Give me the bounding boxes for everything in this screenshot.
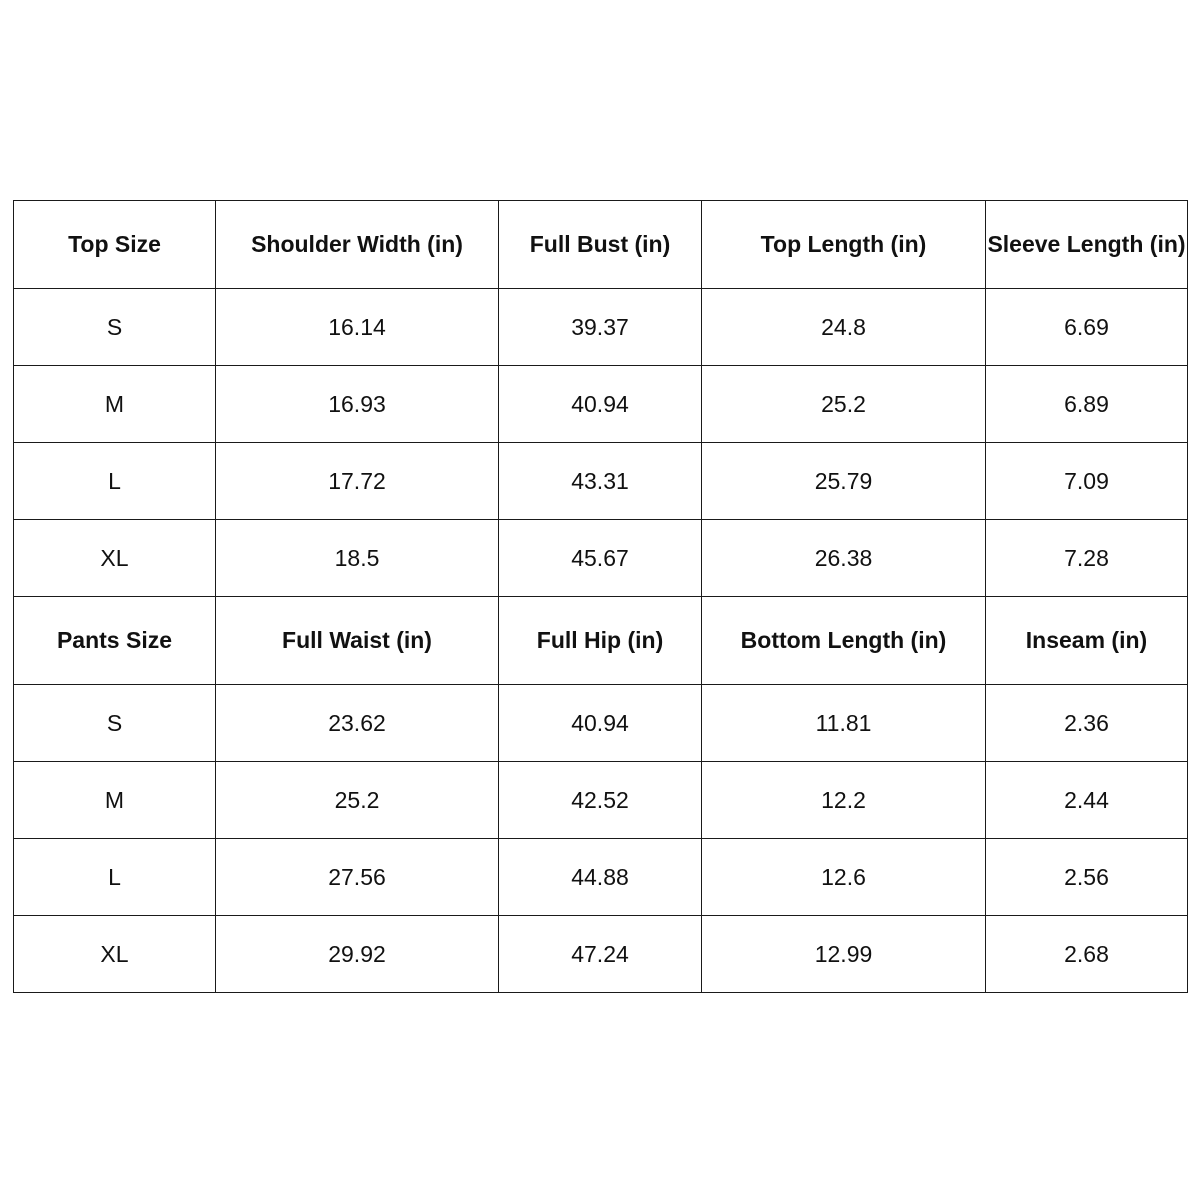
full-hip-cell: 44.88 [499, 839, 702, 916]
pants-size-cell: S [14, 685, 216, 762]
bottom-length-cell: 12.6 [702, 839, 986, 916]
pants-size-cell: XL [14, 916, 216, 993]
shoulder-width-cell: 16.14 [216, 289, 499, 366]
full-bust-header: Full Bust (in) [499, 201, 702, 289]
sleeve-length-cell: 7.09 [986, 443, 1188, 520]
pants-size-cell: L [14, 839, 216, 916]
bottom-length-cell: 12.2 [702, 762, 986, 839]
full-bust-cell: 40.94 [499, 366, 702, 443]
top-length-cell: 24.8 [702, 289, 986, 366]
top-length-cell: 25.79 [702, 443, 986, 520]
top-row-l [14, 443, 1188, 520]
shoulder-width-cell: 16.93 [216, 366, 499, 443]
full-waist-cell: 29.92 [216, 916, 499, 993]
pants-row-s [14, 685, 1188, 762]
shoulder-width-cell: 18.5 [216, 520, 499, 597]
bottom-length-cell: 12.99 [702, 916, 986, 993]
top-header-row [14, 201, 1188, 289]
top-row-s [14, 289, 1188, 366]
top-size-cell: M [14, 366, 216, 443]
bottom-length-header: Bottom Length (in) [702, 597, 986, 685]
top-length-cell: 26.38 [702, 520, 986, 597]
full-waist-header: Full Waist (in) [216, 597, 499, 685]
full-bust-cell: 45.67 [499, 520, 702, 597]
top-size-cell: S [14, 289, 216, 366]
full-bust-cell: 43.31 [499, 443, 702, 520]
full-waist-cell: 27.56 [216, 839, 499, 916]
full-waist-cell: 25.2 [216, 762, 499, 839]
top-row-xl [14, 520, 1188, 597]
full-hip-cell: 47.24 [499, 916, 702, 993]
full-hip-header: Full Hip (in) [499, 597, 702, 685]
pants-header-row [14, 597, 1188, 685]
sleeve-length-cell: 6.89 [986, 366, 1188, 443]
inseam-header: Inseam (in) [986, 597, 1188, 685]
size-chart-table [13, 200, 1188, 993]
sleeve-length-header: Sleeve Length (in) [986, 201, 1188, 289]
top-length-cell: 25.2 [702, 366, 986, 443]
inseam-cell: 2.68 [986, 916, 1188, 993]
shoulder-width-header: Shoulder Width (in) [216, 201, 499, 289]
pants-row-l [14, 839, 1188, 916]
full-bust-cell: 39.37 [499, 289, 702, 366]
pants-size-header: Pants Size [14, 597, 216, 685]
top-size-cell: XL [14, 520, 216, 597]
full-hip-cell: 40.94 [499, 685, 702, 762]
inseam-cell: 2.56 [986, 839, 1188, 916]
sleeve-length-cell: 6.69 [986, 289, 1188, 366]
pants-row-m [14, 762, 1188, 839]
top-size-cell: L [14, 443, 216, 520]
pants-row-xl [14, 916, 1188, 993]
shoulder-width-cell: 17.72 [216, 443, 499, 520]
sleeve-length-cell: 7.28 [986, 520, 1188, 597]
top-row-m [14, 366, 1188, 443]
top-length-header: Top Length (in) [702, 201, 986, 289]
inseam-cell: 2.44 [986, 762, 1188, 839]
pants-size-cell: M [14, 762, 216, 839]
inseam-cell: 2.36 [986, 685, 1188, 762]
top-size-header: Top Size [14, 201, 216, 289]
full-hip-cell: 42.52 [499, 762, 702, 839]
bottom-length-cell: 11.81 [702, 685, 986, 762]
full-waist-cell: 23.62 [216, 685, 499, 762]
